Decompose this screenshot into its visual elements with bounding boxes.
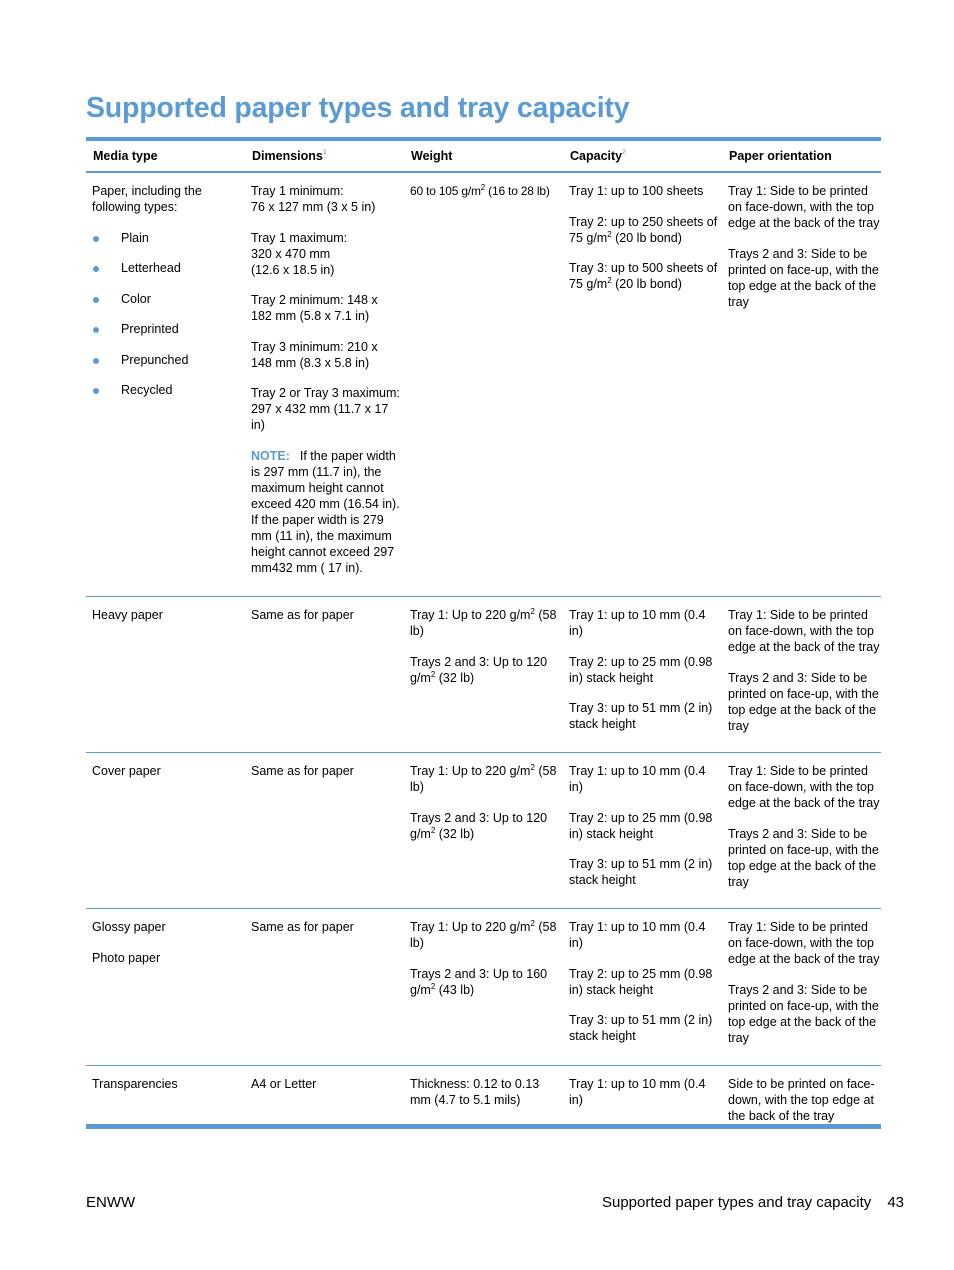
bullet-icon — [93, 236, 99, 242]
dimension-entry: Tray 2 minimum: 148 x 182 mm (5.8 x 7.1 in) — [251, 293, 378, 323]
footer-section — [602, 1194, 904, 1211]
bullet-icon — [93, 297, 99, 303]
bullet-icon — [93, 388, 99, 394]
table-bottom-rule — [86, 1124, 881, 1129]
page-title: Supported paper types and tray capacity — [86, 92, 630, 124]
footnote-ref-1: 1 — [322, 149, 327, 156]
dimension-entry: Tray 3 minimum: 210 x 148 mm (8.3 x 5.8 in) — [251, 339, 378, 370]
capacity-entry: Tray 3: up to 51 mm (2 in) stack height — [569, 857, 713, 887]
dimensions-cell — [251, 183, 401, 576]
footer-section-title: Supported paper types and tray capacity — [601, 1194, 872, 1211]
note-label: NOTE: — [251, 448, 290, 463]
table-row — [86, 596, 881, 752]
orientation-cell — [728, 183, 880, 310]
dimension-entry: Same as for paper — [251, 920, 354, 934]
note — [251, 448, 401, 576]
capacity-cell — [569, 183, 721, 292]
capacity-entry: Tray 1: up to 10 mm (0.4 in) — [569, 764, 706, 794]
list-item: Letterhead — [92, 260, 242, 276]
orientation-entry: Trays 2 and 3: Side to be printed on face-up, with the top edge at the back of the tray — [728, 826, 879, 889]
media-type: Heavy paper — [92, 608, 163, 622]
list-item: Recycled — [92, 382, 242, 398]
orientation-entry: Tray 1: Side to be printed on face-down, with the top edge at the back of the tray — [728, 764, 880, 810]
capacity-entry: Tray 2: up to 25 mm (0.98 in) stack height — [569, 654, 713, 685]
capacity-cell — [569, 919, 721, 1044]
table-top-rule — [86, 137, 881, 141]
bullet-icon — [93, 327, 99, 333]
dimension-entry: Tray 2 or Tray 3 maximum: 297 x 432 mm (11.7 x 17 in) — [251, 386, 400, 432]
capacity-entry: Tray 2: up to 25 mm (0.98 in) stack height — [569, 810, 713, 841]
dimension-entry: A4 or Letter — [251, 1077, 317, 1091]
orientation-entry: Trays 2 and 3: Side to be printed on face-up, with the top edge at the back of the tray — [728, 670, 879, 733]
weight-cell — [410, 1076, 562, 1108]
capacity-cell — [569, 763, 721, 888]
header-capacity: Capacity$^2$ — [570, 149, 627, 163]
media-type-cell — [92, 1076, 242, 1092]
header-media-type: Media type — [93, 149, 158, 163]
orientation-cell — [728, 607, 880, 734]
list-item: Plain — [92, 230, 242, 246]
weight-entry: Trays 2 and 3: Up to 160 $g/m^2$ (43 lb) — [410, 966, 548, 997]
dimension-entry: Same as for paper — [251, 608, 354, 622]
dimensions-cell — [251, 607, 401, 623]
media-intro: Paper, including the following types: — [92, 184, 202, 214]
weight-entry: Trays 2 and 3: Up to 120 $g/m^2$ (32 lb) — [410, 810, 548, 841]
media-type-cell — [92, 183, 242, 413]
weight-cell — [410, 763, 562, 842]
footnote-ref-2: 2 — [622, 149, 627, 156]
orientation-entry: Tray 1: Side to be printed on face-down, with the top edge at the back of the tray — [728, 608, 880, 654]
capacity-entry: Tray 2: up to 250 sheets of 75 $g/m^2$ (20 lb bond) — [569, 214, 718, 245]
dimension-entry: Same as for paper — [251, 764, 354, 778]
header-paper-orientation: Paper orientation — [729, 149, 832, 163]
table-row — [86, 752, 881, 908]
page-number: 43 — [887, 1194, 904, 1211]
bullet-icon — [93, 358, 99, 364]
orientation-entry: Trays 2 and 3: Side to be printed on face-up, with the top edge at the back of the tray — [728, 246, 879, 309]
media-type: Cover paper — [92, 764, 161, 778]
dimensions-cell — [251, 1076, 401, 1092]
media-type-cell — [92, 919, 242, 966]
table-row — [86, 908, 881, 1065]
capacity-entry: Tray 3: up to 51 mm (2 in) stack height — [569, 1013, 713, 1043]
list-item: Prepunched — [92, 352, 242, 368]
note-text: If the paper width is 297 mm (11.7 in), the maximum height cannot exceed 420 mm (16.54 in). If the paper width is 279 mm (11 in), the maximum height cannot exceed 297 mm432 mm ( 17 in). — [251, 448, 400, 575]
capacity-entry: Tray 3: up to 500 sheets of 75 $g/m^2$ (20 lb bond) — [569, 261, 718, 291]
weight-cell — [410, 607, 562, 686]
weight-entry: Tray 1: Up to 220 $g/m^2$ (58 lb) — [410, 607, 557, 638]
dimension-entry: Tray 1 maximum: 320 x 470 mm (12.6 x 18.5 in) — [251, 230, 348, 277]
capacity-entry: Tray 1: up to 10 mm (0.4 in) — [569, 1077, 706, 1107]
weight-entry: 60 to 105 $g/m^2$ (16 to 28 lb) — [410, 183, 550, 198]
media-type-cell — [92, 607, 242, 623]
table-row — [86, 1065, 881, 1124]
dimension-entry: Tray 1 minimum: 76 x 127 mm (3 x 5 in) — [251, 184, 376, 214]
list-item: Preprinted — [92, 321, 242, 337]
bullet-icon — [93, 266, 99, 272]
capacity-entry: Tray 2: up to 25 mm (0.98 in) stack height — [569, 966, 713, 997]
orientation-entry: Side to be printed on face-down, with the top edge at the back of the tray — [728, 1077, 875, 1123]
weight-entry: Tray 1: Up to 220 $g/m^2$ (58 lb) — [410, 919, 557, 950]
weight-entry: Trays 2 and 3: Up to 120 $g/m^2$ (32 lb) — [410, 654, 548, 685]
capacity-entry: Tray 1: up to 10 mm (0.4 in) — [569, 608, 706, 638]
orientation-cell — [728, 1076, 880, 1124]
capacity-entry: Tray 1: up to 10 mm (0.4 in) — [569, 920, 706, 950]
orientation-entry: Tray 1: Side to be printed on face-down, with the top edge at the back of the tray — [728, 184, 880, 230]
capacity-entry: Tray 3: up to 51 mm (2 in) stack height — [569, 701, 713, 731]
orientation-cell — [728, 763, 880, 890]
dimensions-cell — [251, 919, 401, 935]
media-type: Glossy paper — [92, 920, 166, 934]
header-dimensions: Dimensions$^1$ — [252, 149, 327, 163]
weight-entry: Tray 1: Up to 220 $g/m^2$ (58 lb) — [410, 763, 557, 794]
capacity-entry: Tray 1: up to 100 sheets — [569, 184, 704, 198]
orientation-entry: Trays 2 and 3: Side to be printed on face-up, with the top edge at the back of the tray — [728, 982, 879, 1045]
orientation-cell — [728, 919, 880, 1046]
capacity-cell — [569, 1076, 721, 1108]
dimensions-cell — [251, 763, 401, 779]
footer-label: ENWW — [86, 1194, 136, 1211]
weight-entry: Thickness: 0.12 to 0.13 mm (4.7 to 5.1 mils) — [410, 1077, 540, 1107]
weight-cell — [410, 919, 562, 998]
orientation-entry: Tray 1: Side to be printed on face-down, with the top edge at the back of the tray — [728, 920, 880, 966]
header-weight: Weight — [411, 149, 453, 163]
table-row — [86, 173, 881, 595]
media-type-cell — [92, 763, 242, 779]
media-type: Photo paper — [92, 950, 161, 965]
weight-cell — [410, 183, 562, 199]
list-item: Color — [92, 291, 242, 307]
media-type: Transparencies — [92, 1077, 178, 1091]
capacity-cell — [569, 607, 721, 732]
